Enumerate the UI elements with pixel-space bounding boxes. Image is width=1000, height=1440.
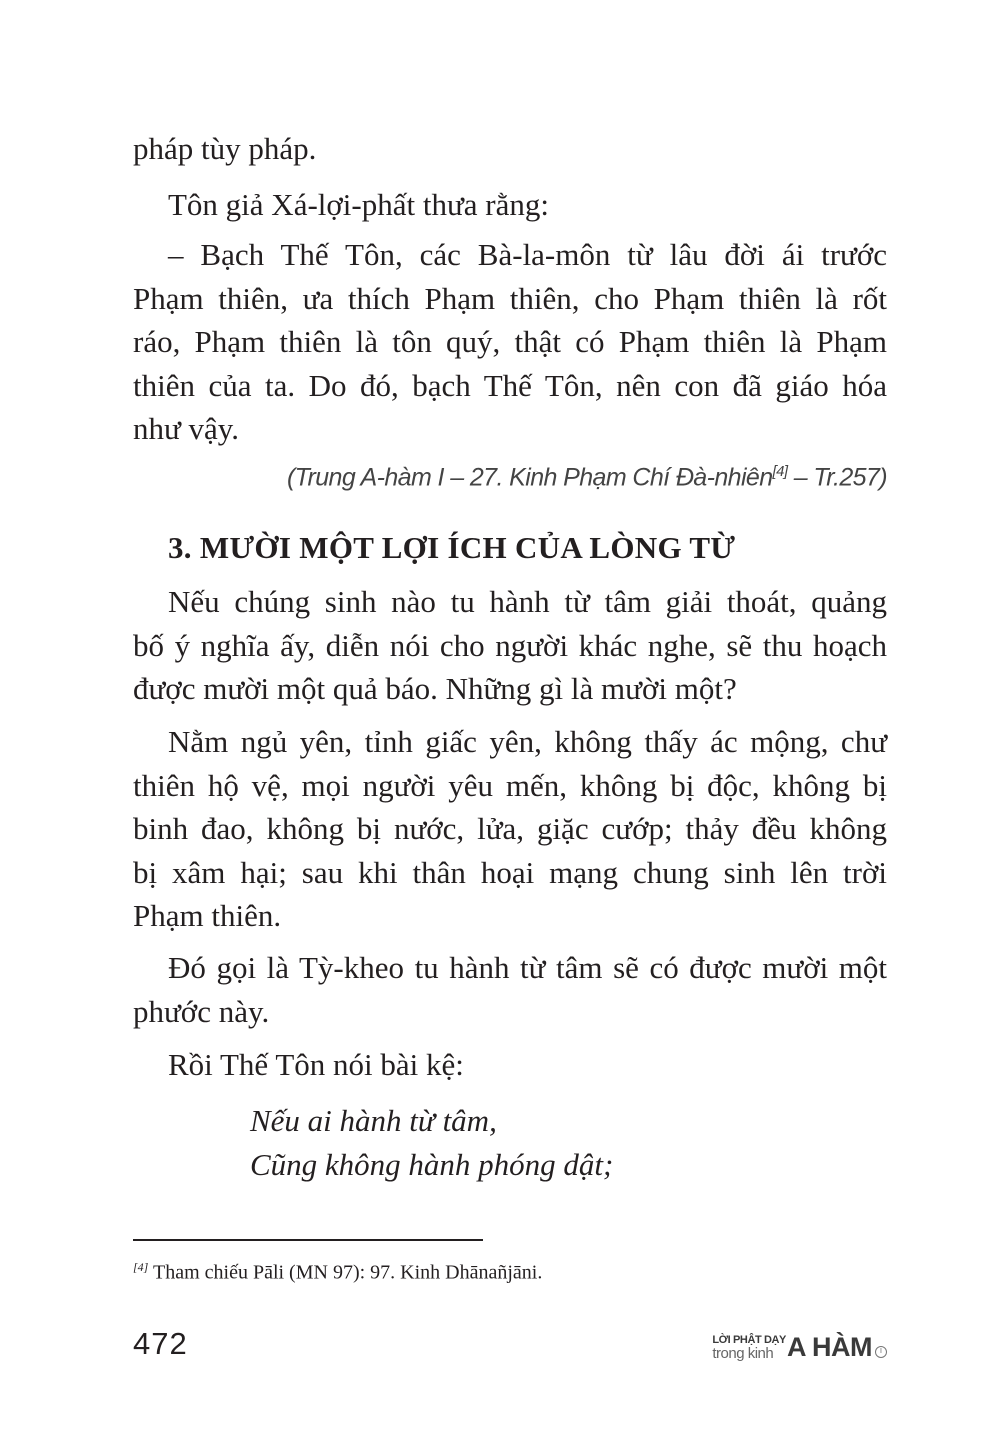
footnote-text: Tham chiếu Pāli (MN 97): 97. Kinh Dhānañjāni. bbox=[148, 1261, 543, 1284]
text-line: phước này. bbox=[133, 993, 270, 1029]
page-number: 472 bbox=[133, 1326, 188, 1361]
text-line: Tôn giả Xá-lợi-phất thưa rằng: bbox=[168, 187, 549, 222]
logo-top-text: LỜI PHẬT DẠY bbox=[712, 1334, 786, 1346]
text-line: bị xâm hại; sau khi thân hoại mạng chung sinh lên trời bbox=[133, 854, 887, 890]
verse-line: Nếu ai hành từ tâm, bbox=[250, 1103, 497, 1138]
text-line: thiên của ta. Do đó, bạch Thế Tôn, nên con đã giáo hóa bbox=[133, 367, 887, 403]
paragraph-7 bbox=[133, 1043, 887, 1087]
text-line: Rồi Thế Tôn nói bài kệ: bbox=[168, 1047, 464, 1082]
paragraph-5 bbox=[133, 720, 887, 938]
paragraph-1 bbox=[133, 127, 887, 171]
paragraph-4 bbox=[133, 580, 887, 711]
verse bbox=[250, 1099, 613, 1187]
text-line: pháp tùy pháp. bbox=[133, 131, 317, 166]
text-line: Phạm thiên. bbox=[133, 898, 282, 933]
footnote bbox=[133, 1260, 542, 1285]
text-line: Nằm ngủ yên, tỉnh giấc yên, không thấy ác mộng, chư bbox=[168, 724, 887, 759]
text-line: – Bạch Thế Tôn, các Bà-la-môn từ lâu đời ái trước bbox=[168, 237, 887, 272]
citation-ref[interactable]: [4] bbox=[772, 463, 788, 480]
footnote-divider bbox=[133, 1239, 483, 1241]
verse-line: Cũng không hành phóng dật; bbox=[250, 1147, 614, 1182]
logo-title: A HÀM bbox=[787, 1332, 872, 1362]
text-line: Đó gọi là Tỳ-kheo tu hành từ tâm sẽ có được mười một bbox=[168, 950, 887, 985]
logo-bottom-text: trong kinh bbox=[712, 1345, 774, 1362]
citation bbox=[287, 463, 887, 492]
section-heading: 3. MƯỜI MỘT LỢI ÍCH CỦA LÒNG TỪ bbox=[168, 530, 736, 565]
text-line: bố ý nghĩa ấy, diễn nói cho người khác nghe, sẽ thu hoạch bbox=[133, 627, 887, 663]
text-line: như vậy. bbox=[133, 411, 240, 446]
text-line: ráo, Phạm thiên là tôn quý, thật có Phạm thiên là Phạm bbox=[133, 324, 887, 359]
footnote-marker: [4] bbox=[133, 1260, 149, 1274]
paragraph-6 bbox=[133, 946, 887, 1033]
volume-badge: I bbox=[875, 1346, 887, 1358]
paragraph-3 bbox=[133, 233, 887, 451]
citation-tail: – Tr.257) bbox=[787, 463, 887, 492]
text-line: binh đao, không bị nước, lửa, giặc cướp; thảy đều không bbox=[133, 811, 887, 846]
text-line: thiên hộ vệ, mọi người yêu mến, không bị độc, không bị bbox=[133, 767, 887, 803]
text-line: Nếu chúng sinh nào tu hành từ tâm giải thoát, quảng bbox=[168, 584, 887, 619]
text-line: được mười một quả báo. Những gì là mười một? bbox=[133, 671, 737, 706]
text-line: Phạm thiên, ưa thích Phạm thiên, cho Phạm thiên là rốt bbox=[133, 280, 887, 316]
paragraph-2 bbox=[133, 183, 887, 227]
book-logo bbox=[712, 1334, 887, 1361]
citation-text: (Trung A-hàm I – 27. Kinh Phạm Chí Đà-nhiên bbox=[286, 463, 773, 492]
logo-subtitle bbox=[712, 1335, 786, 1361]
